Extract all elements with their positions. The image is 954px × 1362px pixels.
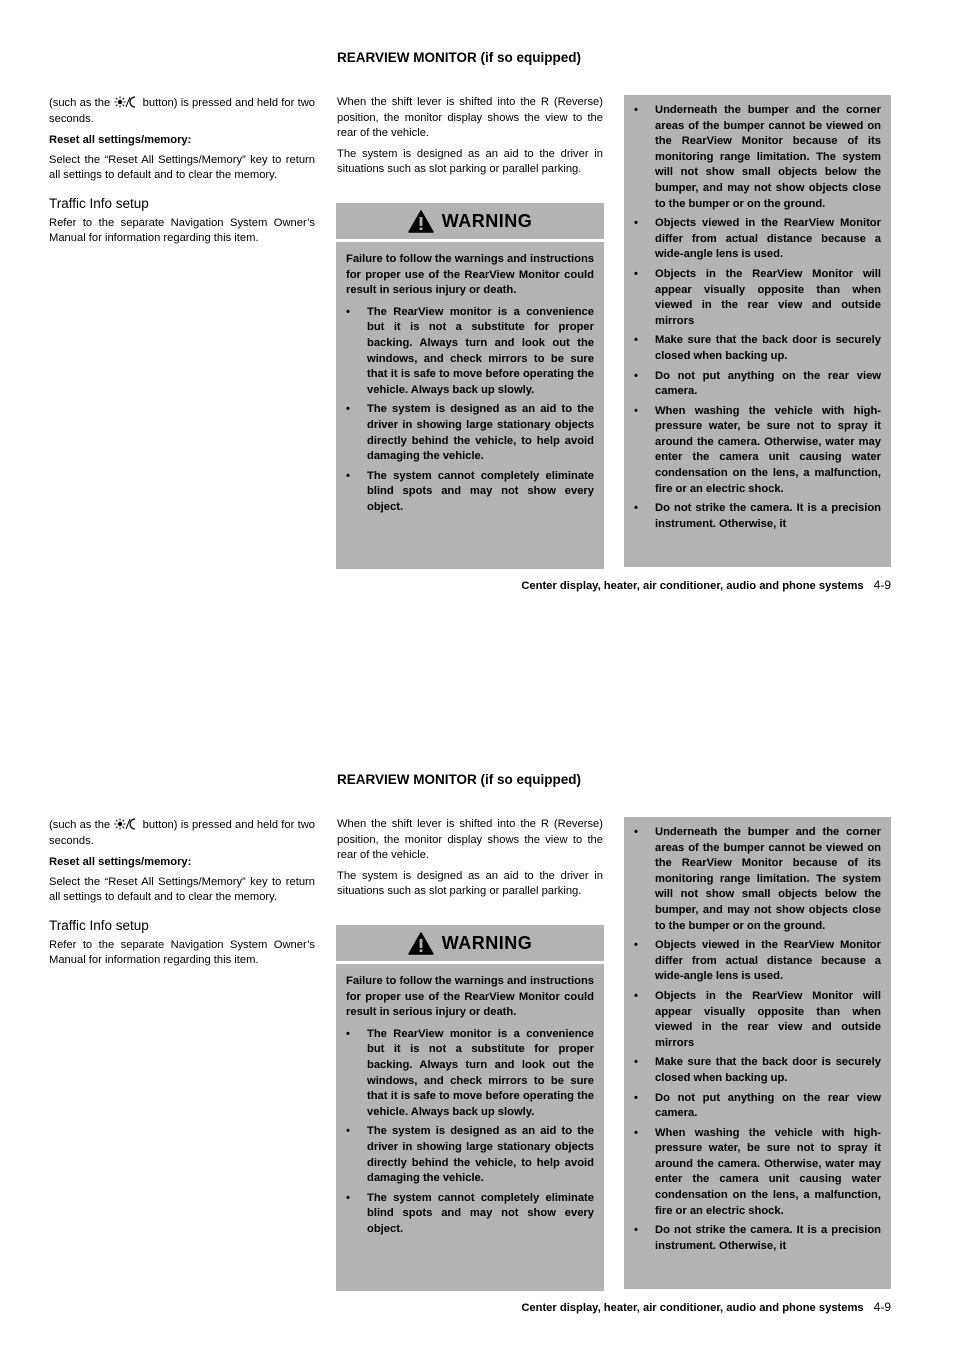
- manual-page-2: [0, 722, 954, 1362]
- intro-paragraph: [49, 818, 315, 849]
- list-item: [634, 1223, 881, 1254]
- bullet-icon: •: [346, 1027, 350, 1040]
- bullet-text: Do not strike the camera. It is a precision instrument. Otherwise, it: [655, 1224, 881, 1252]
- bullet-icon: •: [634, 939, 638, 952]
- right-bullets: [634, 103, 881, 532]
- list-item: [346, 305, 594, 399]
- right-warning-body: [624, 817, 891, 1254]
- reset-text: Select the “Reset All Settings/Memory” key to return all settings to default and to clear the memory.: [49, 875, 315, 904]
- bullet-icon: •: [346, 403, 350, 416]
- right-warning-body: [624, 95, 891, 532]
- warning-triangle-icon: [408, 210, 434, 233]
- list-item: [634, 1055, 881, 1086]
- footer-chapter-title: Center display, heater, air conditioner, audio and phone systems: [521, 580, 864, 592]
- bullet-text: The RearView monitor is a convenience but it is not a substitute for proper backing. Always turn and look out the windows, and check mirrors to be sure that it is safe to move before operating the vehicle. Always back up slowly.: [367, 1027, 594, 1118]
- middle-column: [337, 95, 603, 183]
- bullet-icon: •: [634, 1224, 638, 1237]
- intro-paragraph: [49, 96, 315, 127]
- warning-box: [336, 203, 604, 569]
- bullet-icon: •: [634, 1091, 638, 1104]
- bullet-icon: •: [634, 217, 638, 230]
- right-warning-column: [624, 817, 891, 1289]
- warning-triangle-icon: [408, 932, 434, 955]
- bullet-icon: •: [634, 826, 638, 838]
- bullet-icon: •: [634, 989, 638, 1002]
- bullet-icon: •: [634, 404, 638, 417]
- bullet-icon: •: [634, 1056, 638, 1069]
- page-footer: [400, 1300, 891, 1314]
- bullet-text: Underneath the bumper and the corner areas of the bumper cannot be viewed on the RearView Monitor because of its monitoring range limitation. The system will not show small objects below the bumper, and may not show objects close to the bumper or on the ground.: [655, 826, 881, 932]
- intro-text-start: (such as the: [49, 819, 111, 831]
- list-item: [346, 402, 594, 464]
- middle-column: [337, 817, 603, 905]
- warning-header: [336, 925, 604, 964]
- warning-header: [336, 203, 604, 242]
- warning-box: [336, 925, 604, 1291]
- bullet-text: Underneath the bumper and the corner areas of the bumper cannot be viewed on the RearView Monitor because of its monitoring range limitation. The system will not show small objects below the bumper, and may not show objects close to the bumper or on the ground.: [655, 104, 881, 210]
- intro-paragraph-1: When the shift lever is shifted into the R (Reverse) position, the monitor display shows the view to the rear of the vehicle.: [337, 818, 603, 862]
- bullet-icon: •: [634, 1126, 638, 1139]
- bullet-icon: •: [346, 1125, 350, 1138]
- list-item: [346, 1027, 594, 1121]
- bullet-text: The system is designed as an aid to the driver in showing large stationary objects directly behind the vehicle, to help avoid damaging the vehicle.: [367, 403, 594, 463]
- list-item: [346, 469, 594, 516]
- list-item: [634, 825, 881, 934]
- bullet-icon: •: [634, 104, 638, 116]
- brightness-icon: [113, 818, 139, 830]
- list-item: [634, 1091, 881, 1122]
- left-column: [49, 818, 315, 973]
- intro-text-end: button) is pressed and held for two seconds.: [49, 819, 316, 847]
- right-bullets: [634, 825, 881, 1254]
- bullet-text: Objects in the RearView Monitor will appear visually opposite than when viewed in the rear view and outside mirrors: [655, 989, 881, 1049]
- intro-paragraph-2: The system is designed as an aid to the driver in situations such as slot parking or parallel parking.: [337, 869, 603, 898]
- warning-bullets: [346, 305, 594, 516]
- bullet-icon: •: [346, 305, 350, 318]
- section-title: REARVIEW MONITOR (if so equipped): [337, 772, 582, 787]
- list-item: [346, 1124, 594, 1186]
- right-warning-column: [624, 95, 891, 567]
- warning-bullets: [346, 1027, 594, 1238]
- bullet-text: Objects viewed in the RearView Monitor differ from actual distance because a wide-angle lens is used.: [655, 217, 881, 261]
- reset-heading: Reset all settings/memory:: [49, 856, 192, 869]
- list-item: [634, 1126, 881, 1220]
- list-item: [634, 216, 881, 263]
- list-item: [634, 938, 881, 985]
- traffic-text: Refer to the separate Navigation System Owner’s Manual for information regarding this item.: [49, 216, 315, 245]
- bullet-text: Do not put anything on the rear view camera.: [655, 369, 881, 398]
- warning-lead: Failure to follow the warnings and instructions for proper use of the RearView Monitor could result in serious injury or death.: [346, 253, 595, 297]
- bullet-text: Make sure that the back door is securely closed when backing up.: [655, 334, 881, 362]
- bullet-text: The system cannot completely eliminate blind spots and may not show every object.: [367, 469, 594, 513]
- traffic-heading: Traffic Info setup: [49, 917, 149, 933]
- reset-text: Select the “Reset All Settings/Memory” key to return all settings to default and to clear the memory.: [49, 153, 315, 182]
- warning-label: WARNING: [441, 210, 533, 231]
- bullet-icon: •: [634, 502, 638, 515]
- bullet-text: Do not strike the camera. It is a precision instrument. Otherwise, it: [655, 502, 881, 530]
- bullet-text: Do not put anything on the rear view camera.: [655, 1091, 881, 1120]
- page-number: 4-9: [873, 578, 891, 592]
- traffic-heading: Traffic Info setup: [49, 195, 149, 211]
- page-footer: [400, 578, 891, 592]
- bullet-text: The system cannot completely eliminate blind spots and may not show every object.: [367, 1191, 594, 1235]
- traffic-text: Refer to the separate Navigation System Owner’s Manual for information regarding this item.: [49, 938, 315, 967]
- list-item: [634, 267, 881, 329]
- manual-page-1: [0, 0, 954, 640]
- list-item: [634, 369, 881, 400]
- bullet-icon: •: [346, 1191, 350, 1204]
- warning-body: [336, 242, 604, 516]
- page-number: 4-9: [873, 1300, 891, 1314]
- left-column: [49, 96, 315, 251]
- bullet-text: Make sure that the back door is securely closed when backing up.: [655, 1056, 881, 1084]
- intro-text-start: (such as the: [49, 97, 111, 109]
- warning-label: WARNING: [441, 932, 533, 953]
- bullet-icon: •: [634, 369, 638, 382]
- list-item: [634, 404, 881, 498]
- bullet-text: When washing the vehicle with high-pressure water, be sure not to spray it around the camera. Otherwise, water may enter the camera unit causing water condensation on the lens, a malfunction, fire or an electric shock.: [655, 404, 881, 495]
- intro-paragraph-2: The system is designed as an aid to the driver in situations such as slot parking or parallel parking.: [337, 147, 603, 176]
- section-title: REARVIEW MONITOR (if so equipped): [337, 50, 582, 65]
- intro-paragraph-1: When the shift lever is shifted into the R (Reverse) position, the monitor display shows the view to the rear of the vehicle.: [337, 96, 603, 140]
- warning-body: [336, 964, 604, 1238]
- reset-heading: Reset all settings/memory:: [49, 134, 192, 147]
- footer-chapter-title: Center display, heater, air conditioner, audio and phone systems: [521, 1302, 864, 1314]
- bullet-text: Objects viewed in the RearView Monitor differ from actual distance because a wide-angle lens is used.: [655, 939, 881, 983]
- brightness-icon: [113, 96, 139, 108]
- bullet-icon: •: [346, 469, 350, 482]
- bullet-text: The RearView monitor is a convenience but it is not a substitute for proper backing. Always turn and look out the windows, and check mirrors to be sure that it is safe to move before operating the vehicle. Always back up slowly.: [367, 305, 594, 396]
- bullet-text: When washing the vehicle with high-pressure water, be sure not to spray it around the camera. Otherwise, water may enter the camera unit causing water condensation on the lens, a malfunction, fire or an electric shock.: [655, 1126, 881, 1217]
- list-item: [634, 333, 881, 364]
- bullet-icon: •: [634, 334, 638, 347]
- list-item: [634, 989, 881, 1051]
- list-item: [346, 1191, 594, 1238]
- warning-lead: Failure to follow the warnings and instructions for proper use of the RearView Monitor could result in serious injury or death.: [346, 975, 595, 1019]
- bullet-text: Objects in the RearView Monitor will appear visually opposite than when viewed in the rear view and outside mirrors: [655, 267, 881, 327]
- bullet-text: The system is designed as an aid to the driver in showing large stationary objects directly behind the vehicle, to help avoid damaging the vehicle.: [367, 1125, 594, 1185]
- list-item: [634, 501, 881, 532]
- intro-text-end: button) is pressed and held for two seconds.: [49, 97, 316, 125]
- bullet-icon: •: [634, 267, 638, 280]
- list-item: [634, 103, 881, 212]
